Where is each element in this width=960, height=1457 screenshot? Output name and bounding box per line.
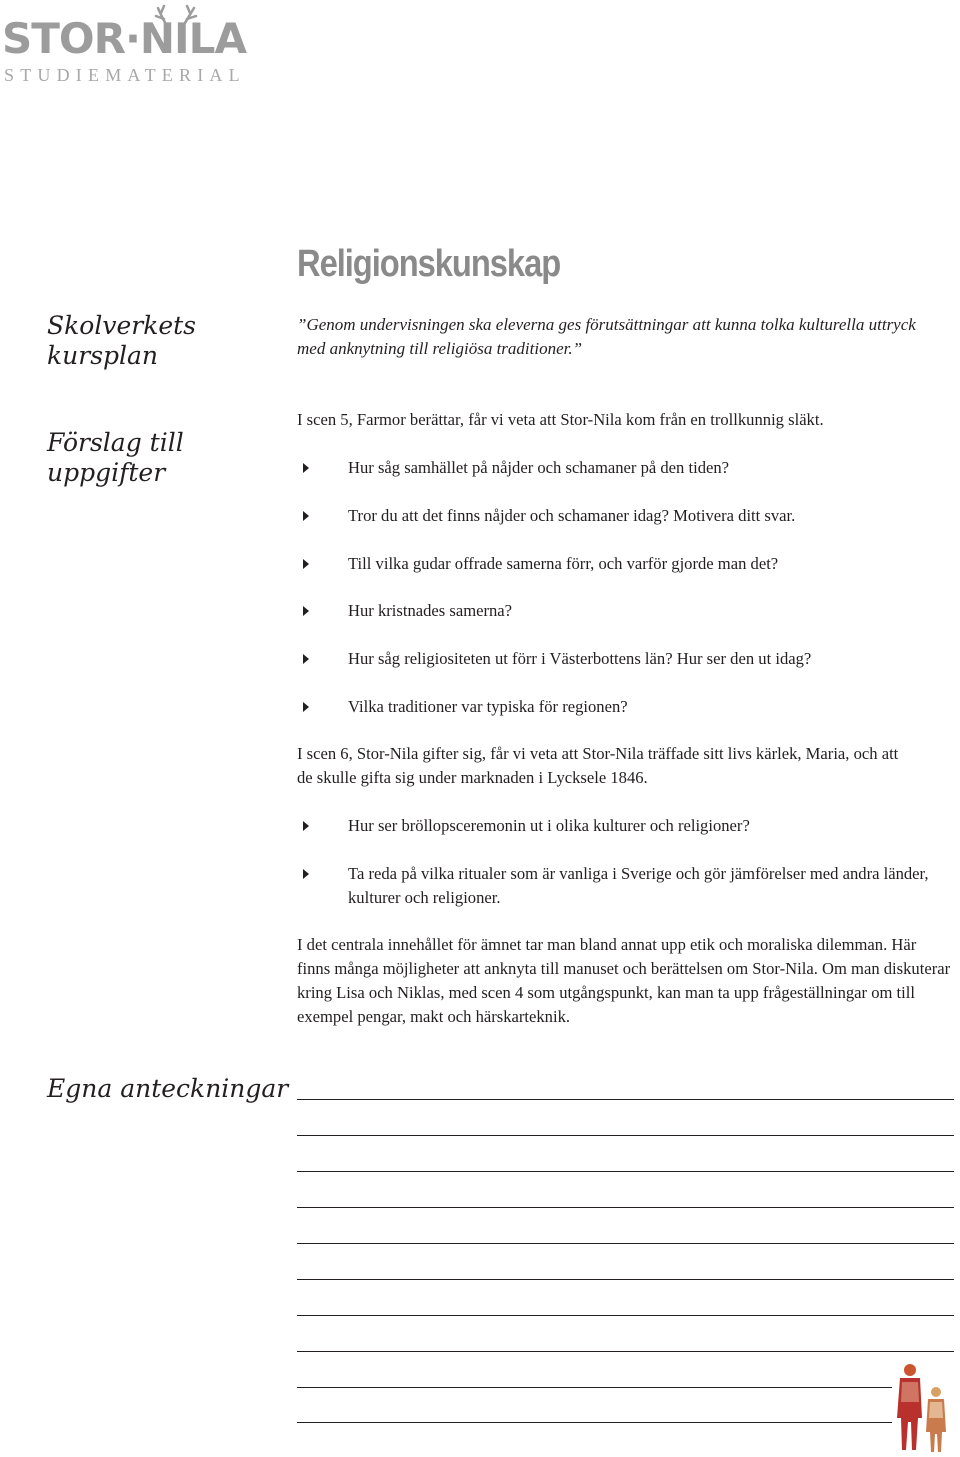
note-line[interactable] [297, 1315, 954, 1316]
list-item [297, 552, 957, 576]
stor-nila-logo [2, 4, 246, 84]
question-text: Hur såg samhället på nåjder och schamaner på den tiden? [348, 458, 730, 477]
bullet-arrow-icon [303, 463, 309, 473]
list-item [297, 695, 957, 719]
kursplan-label: Skolverkets kursplan [47, 311, 197, 370]
note-line[interactable] [297, 1279, 954, 1280]
figures-illustration [890, 1362, 956, 1454]
bullet-arrow-icon [303, 654, 309, 664]
question-text: Vilka traditioner var typiska för regionen? [348, 697, 628, 716]
question-text: Till vilka gudar offrade samerna förr, och varför gjorde man det? [348, 554, 779, 573]
uppgifter-label: Förslag till uppgifter [47, 428, 184, 487]
bullet-arrow-icon [303, 702, 309, 712]
note-line[interactable] [297, 1422, 892, 1423]
bullet-arrow-icon [303, 511, 309, 521]
bullet-arrow-icon [303, 821, 309, 831]
list-item [297, 647, 957, 671]
list-item [297, 862, 957, 910]
logo-wordmark: STOR·NILA [2, 14, 246, 63]
list-item [297, 504, 957, 528]
list-item [297, 814, 957, 838]
bullet-arrow-icon [303, 606, 309, 616]
note-line[interactable] [297, 1243, 954, 1244]
list-item [297, 599, 957, 623]
notes-label: Egna anteckningar [47, 1074, 289, 1103]
question-text: Tror du att det finns nåjder och schamaner idag? Motivera ditt svar. [348, 506, 796, 525]
question-text: Hur ser bröllopsceremonin ut i olika kulturer och religioner? [348, 816, 750, 835]
note-line[interactable] [297, 1171, 954, 1172]
question-text: Ta reda på vilka ritualer som är vanliga i Sverige och gör jämförelser med andra länder, kulturer och religioner. [348, 864, 929, 907]
curriculum-quote: ”Genom undervisningen ska eleverna ges förutsättningar att kunna tolka kulturella uttryck med anknytning till religiösa traditioner.” [297, 315, 916, 358]
logo-subtitle: STUDIEMATERIAL [4, 65, 246, 85]
bullet-arrow-icon [303, 869, 309, 879]
note-line[interactable] [297, 1387, 892, 1388]
page-title: Religionskunskap [297, 243, 561, 285]
scene6-intro: I scen 6, Stor-Nila gifter sig, får vi veta att Stor-Nila träffade sitt livs kärlek, Maria, och att de skulle gifta sig under marknaden i Lycksele 1846. [297, 744, 899, 787]
bullet-arrow-icon [303, 559, 309, 569]
list-item [297, 456, 957, 480]
note-line[interactable] [297, 1135, 954, 1136]
question-text: Hur såg religiositeten ut förr i Västerbottens län? Hur ser den ut idag? [348, 649, 812, 668]
note-line[interactable] [297, 1099, 954, 1100]
note-line[interactable] [297, 1351, 954, 1352]
scene5-intro: I scen 5, Farmor berättar, får vi veta att Stor-Nila kom från en trollkunnig släkt. [297, 410, 824, 429]
question-text: Hur kristnades samerna? [348, 601, 513, 620]
closing-paragraph: I det centrala innehållet för ämnet tar man bland annat upp etik och moraliska dilemman. Här finns många möjligheter att anknyta till manuset och berättelsen om Stor-Nila. Om man diskuterar kring Lisa och Niklas, med scen 4 som utgångspunkt, kan man ta upp frågeställningar om till exempel pengar, makt och härskarteknik. [297, 935, 951, 1026]
note-line[interactable] [297, 1207, 954, 1208]
